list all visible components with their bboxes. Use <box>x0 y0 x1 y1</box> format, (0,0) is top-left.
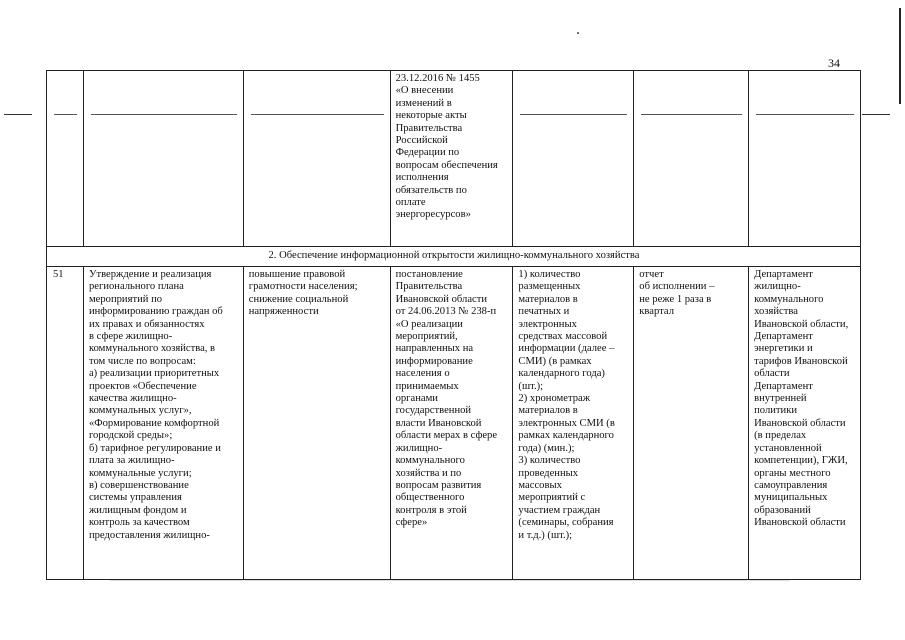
indicator-line: средствах массовой <box>518 331 608 343</box>
activity-line: предоставления жилищно- <box>88 529 210 541</box>
cell-number-empty <box>47 71 84 247</box>
indicator-line: календарного года) <box>518 368 605 380</box>
activity-line: контроль за качеством <box>88 517 190 529</box>
act-line: от 24.06.2013 № 238-п <box>395 306 497 318</box>
indicator-line: 2) хронометраж <box>518 393 591 405</box>
plan-table <box>46 70 861 580</box>
cell-report-empty <box>634 71 749 247</box>
indicator-line: материалов в <box>518 405 578 417</box>
indicator-line: размещенных <box>518 281 581 293</box>
act-line: оплате <box>395 197 426 209</box>
act-line: Правительства <box>395 281 463 293</box>
executor-line: Ивановской области, <box>754 318 849 330</box>
indicator-line: массовых <box>518 479 562 491</box>
row-number: 51 <box>47 267 84 580</box>
scan-hairline <box>110 580 790 581</box>
act-line: населения о <box>395 368 450 380</box>
act-line: Ивановской области <box>395 293 488 305</box>
result-line: напряженности <box>248 306 319 318</box>
indicator-line: и т.д.) (шт.); <box>518 529 573 541</box>
cell-executor-empty <box>749 71 861 247</box>
scan-edge-bar <box>899 8 901 104</box>
cell-act <box>391 267 514 580</box>
act-line: «О реализации <box>395 318 463 330</box>
act-line: обязательств по <box>395 184 467 196</box>
activity-line: жилищным фондом и <box>88 504 187 516</box>
executor-line: хозяйства <box>754 306 798 318</box>
scan-speck <box>577 32 579 34</box>
executor-line: области <box>754 368 790 380</box>
result-line: снижение социальной <box>248 293 349 305</box>
act-line: Правительства <box>395 122 463 134</box>
table-row-section-header <box>46 247 861 267</box>
executor-line: тарифов Ивановской <box>754 355 848 367</box>
executor-line: самоуправления <box>754 479 828 491</box>
indicator-line: электронных СМИ (в <box>518 417 615 429</box>
act-line: вопросам развития <box>395 479 482 491</box>
act-line: органами <box>395 393 438 405</box>
activity-line: а) реализации приоритетных <box>88 368 220 380</box>
act-line: принимаемых <box>395 380 459 392</box>
indicator-line: года) (мин.); <box>518 442 575 454</box>
activity-line: их правах и обязанностях <box>88 318 205 330</box>
indicator-line: мероприятий с <box>518 492 586 504</box>
executor-line: политики <box>754 405 798 417</box>
activity-line: системы управления <box>88 492 182 504</box>
act-line: контроля в этой <box>395 504 467 516</box>
indicator-line: проведенных <box>518 467 579 479</box>
activity-line: плата за жилищно- <box>88 455 175 467</box>
scan-mark-left <box>4 114 32 115</box>
report-line: не реже 1 раза в <box>639 293 712 305</box>
executor-line: (в пределах <box>754 430 807 442</box>
executor-line: муниципальных <box>754 492 828 504</box>
executor-line: Департамент <box>754 380 813 392</box>
act-line: изменений в <box>395 97 452 109</box>
executor-line: жилищно- <box>754 281 801 293</box>
cell-report <box>634 267 749 580</box>
report-line: квартал <box>639 306 674 318</box>
activity-line: «Формирование комфортной <box>88 417 220 429</box>
activity-line: мероприятий по <box>88 293 163 305</box>
act-line: жилищно- <box>395 442 443 454</box>
act-line: исполнения <box>395 172 449 184</box>
act-line: энергоресурсов» <box>395 209 471 221</box>
indicator-line: СМИ) (в рамках <box>518 355 592 367</box>
activity-line: информированию граждан об <box>88 306 223 318</box>
cell-dash <box>91 114 237 115</box>
cell-activity <box>84 267 244 580</box>
cell-result <box>244 267 391 580</box>
table-row-continuation <box>46 70 861 247</box>
activity-line: коммунальных услуг», <box>88 405 192 417</box>
indicator-line: печатных и <box>518 306 570 318</box>
act-line: вопросам обеспечения <box>395 159 498 171</box>
cell-dash <box>251 114 384 115</box>
scan-mark-right <box>862 114 890 115</box>
table-row-51 <box>46 267 861 580</box>
activity-line: б) тарифное регулирование и <box>88 442 221 454</box>
executor-line: Департамент <box>754 331 813 343</box>
act-line: области мерах в сфере <box>395 430 498 442</box>
act-line: хозяйства и по <box>395 467 462 479</box>
act-line: постановление <box>395 269 463 280</box>
indicator-line: электронных <box>518 318 577 330</box>
activity-line: качества жилищно- <box>88 393 177 405</box>
cell-dash <box>54 114 77 115</box>
activity-line: коммунальные услуги; <box>88 467 192 479</box>
activity-line: коммунального хозяйства, в <box>88 343 216 355</box>
executor-line: компетенции), ГЖИ, <box>754 455 848 467</box>
report-line: об исполнении – <box>639 281 715 293</box>
act-line: некоторые акты <box>395 110 467 122</box>
indicator-line: (семинары, собрания <box>518 517 614 529</box>
executor-line: Ивановской области <box>754 517 846 529</box>
act-line: власти Ивановской <box>395 417 482 429</box>
indicator-line: 1) количество <box>518 269 581 280</box>
act-line: мероприятий, <box>395 331 458 343</box>
indicator-line: (шт.); <box>518 380 544 392</box>
act-line: Российской <box>395 135 448 147</box>
executor-line: образований <box>754 504 811 516</box>
executor-line: установленной <box>754 442 822 454</box>
indicator-line: участием граждан <box>518 504 601 516</box>
act-line: «О внесении <box>395 85 454 97</box>
indicator-line: 3) количество <box>518 455 581 467</box>
executor-line: внутренней <box>754 393 807 405</box>
page-number: 34 <box>828 56 840 70</box>
act-line: информирование <box>395 355 473 367</box>
executor-line: коммунального <box>754 293 824 305</box>
result-line: повышение правовой <box>248 269 346 280</box>
cell-dash <box>641 114 742 115</box>
indicator-line: материалов в <box>518 293 578 305</box>
activity-line: в сфере жилищно- <box>88 331 173 343</box>
activity-line: в) совершенствование <box>88 479 189 491</box>
act-line: 23.12.2016 № 1455 <box>395 73 480 84</box>
section-header: 2. Обеспечение информационной открытости жилищно-коммунального хозяйства <box>47 247 861 267</box>
cell-act-continuation <box>391 71 514 247</box>
cell-activity-empty <box>84 71 244 247</box>
cell-result-empty <box>244 71 391 247</box>
activity-line: Утверждение и реализация <box>88 269 212 280</box>
act-line: коммунального <box>395 455 465 467</box>
executor-line: Ивановской области <box>754 417 846 429</box>
indicator-line: рамках календарного <box>518 430 614 442</box>
cell-indicator-empty <box>513 71 634 247</box>
report-line: отчет <box>639 269 664 280</box>
cell-dash <box>756 114 854 115</box>
indicator-line: информации (далее – <box>518 343 615 355</box>
cell-executor <box>749 267 861 580</box>
activity-line: том числе по вопросам: <box>88 355 196 367</box>
cell-dash <box>520 114 627 115</box>
executor-line: органы местного <box>754 467 831 479</box>
act-line: направленных на <box>395 343 474 355</box>
activity-line: регионального плана <box>88 281 184 293</box>
activity-line: проектов «Обеспечение <box>88 380 197 392</box>
act-line: Федерации по <box>395 147 460 159</box>
act-line: сфере» <box>395 517 428 529</box>
result-line: грамотности населения; <box>248 281 358 293</box>
act-line: государственной <box>395 405 472 417</box>
cell-indicator <box>513 267 634 580</box>
activity-line: городской среды»; <box>88 430 173 442</box>
executor-line: энергетики и <box>754 343 813 355</box>
act-line: общественного <box>395 492 465 504</box>
executor-line: Департамент <box>754 269 813 280</box>
